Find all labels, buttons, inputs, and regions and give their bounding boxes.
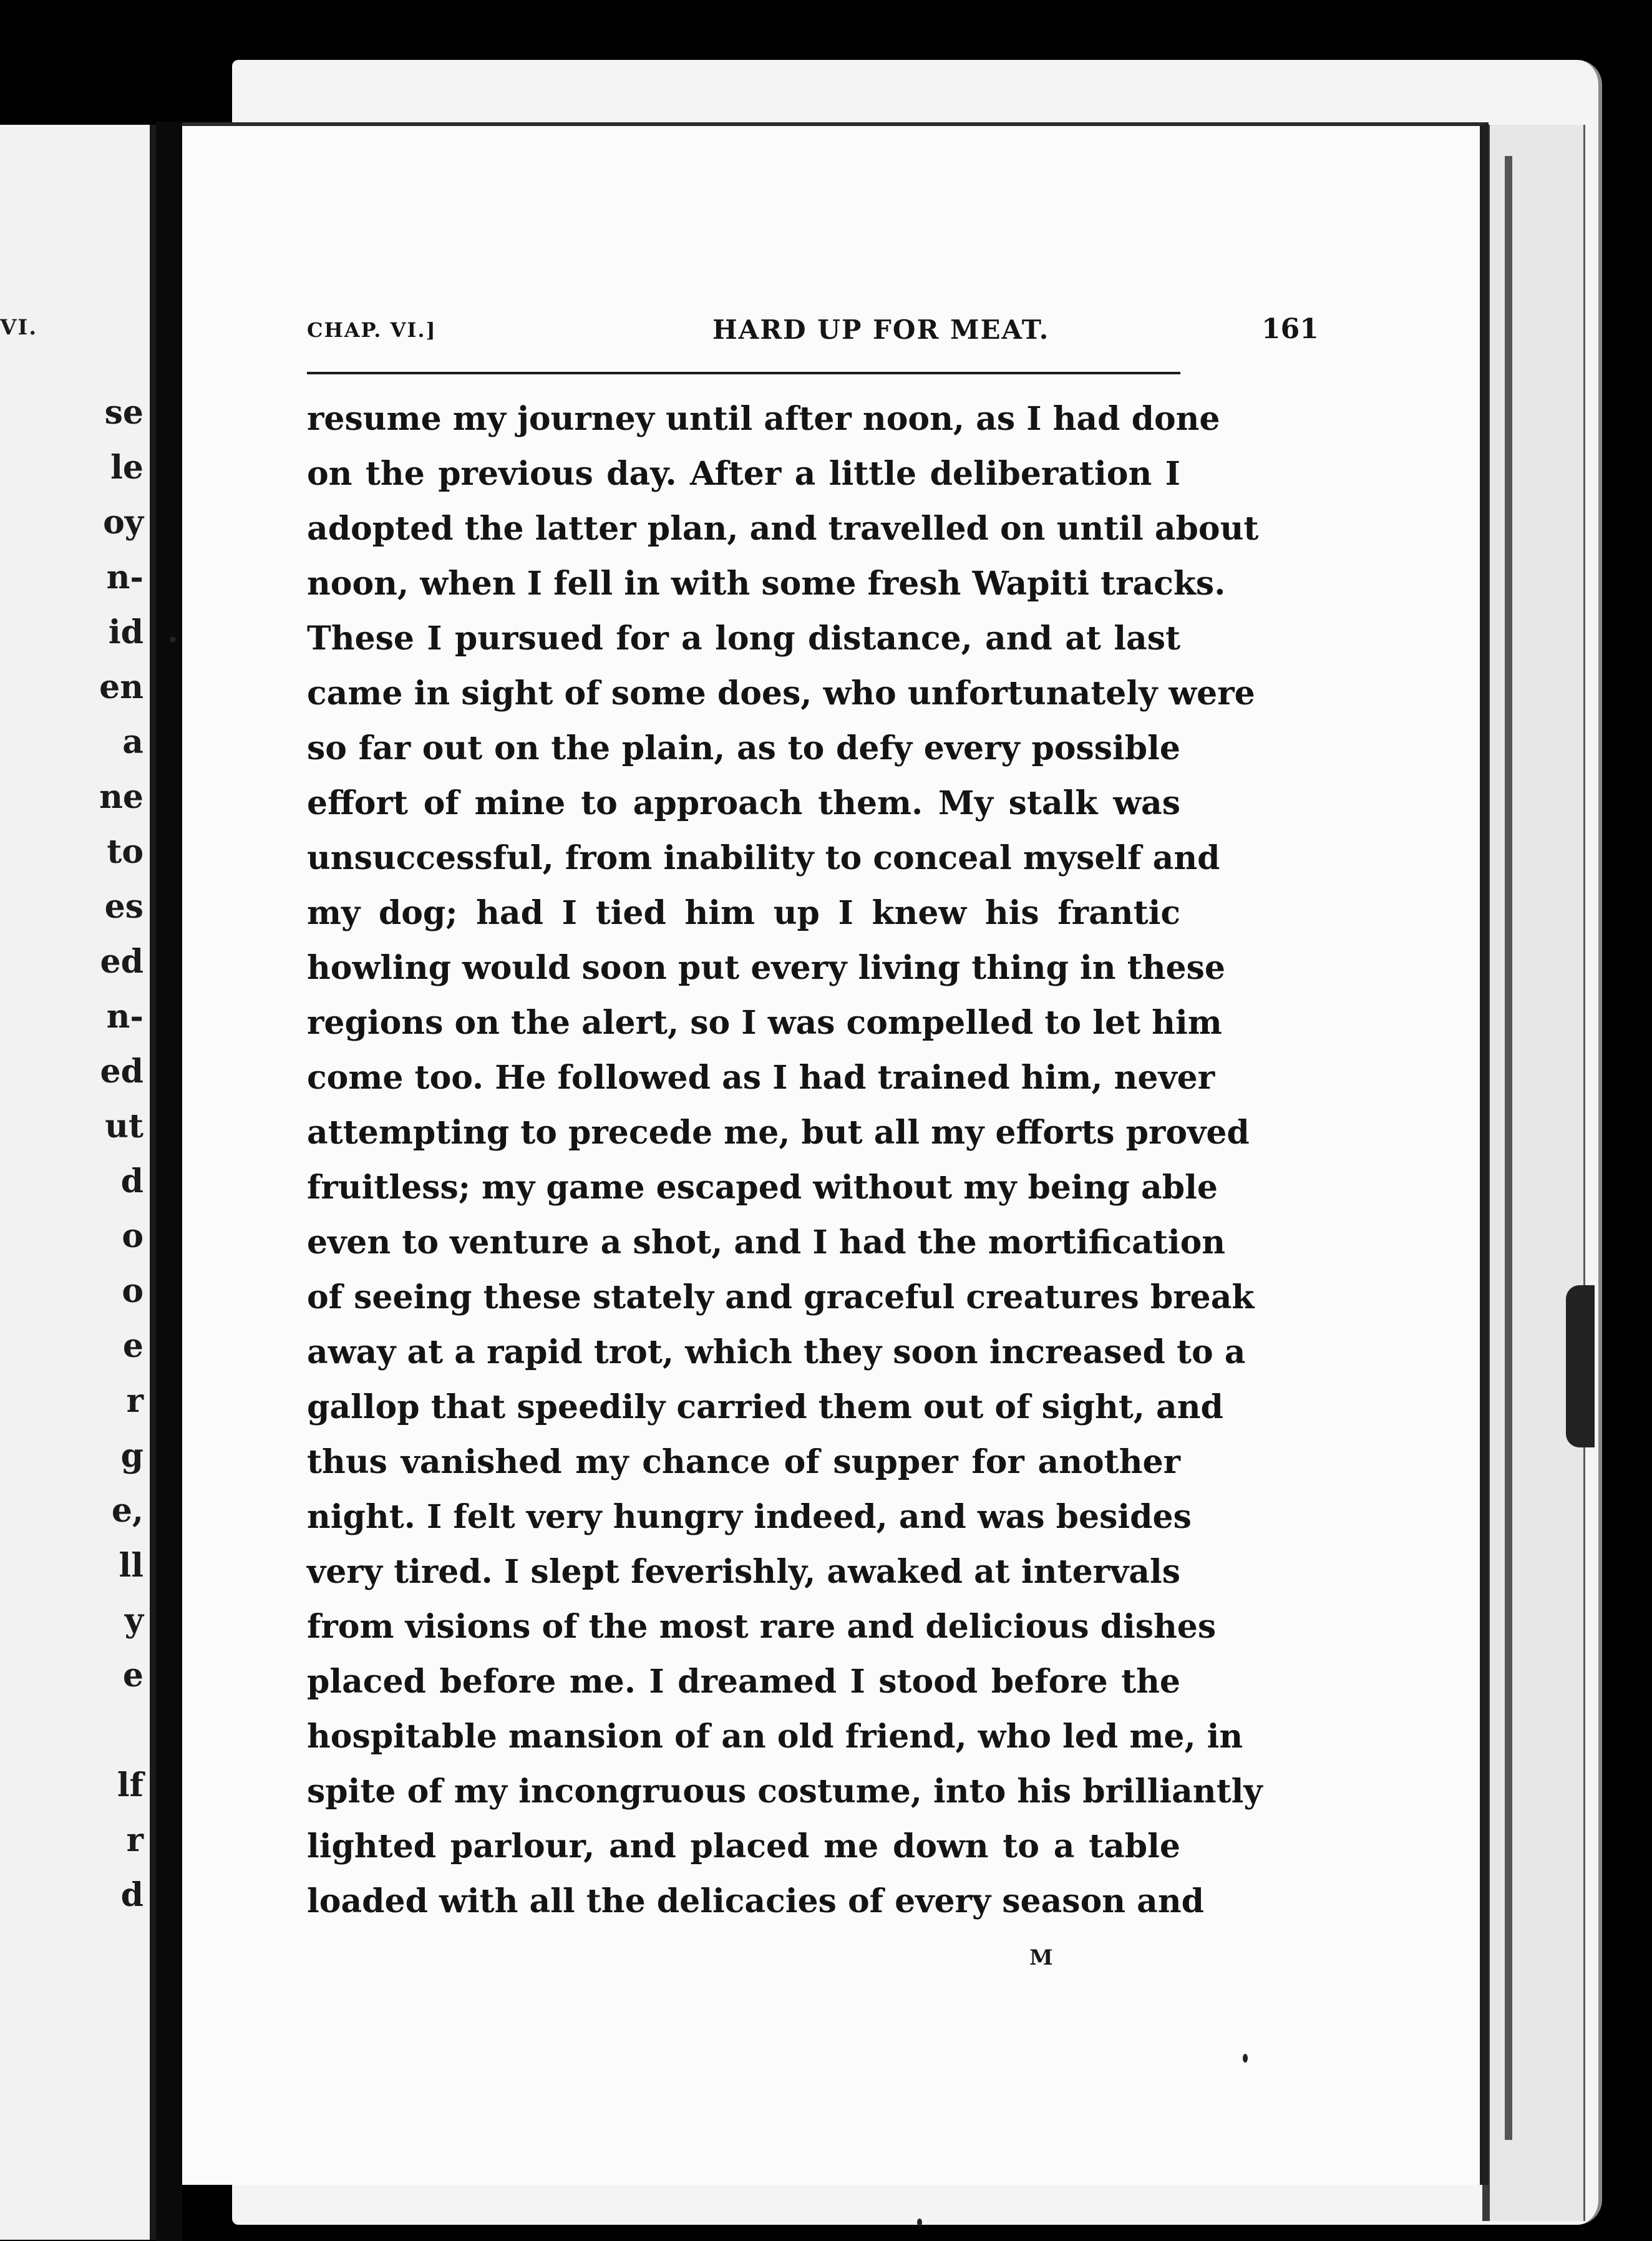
left-line-ending [0, 1703, 150, 1758]
text-line: thus vanished my chance of supper for another [307, 1443, 1180, 1481]
left-line-ending: d [120, 1162, 143, 1200]
left-running-head: VI. [0, 315, 38, 340]
text-line: of seeing these stately and graceful creatures break [307, 1278, 1255, 1316]
left-line-ending: ed [100, 943, 143, 981]
main-page [182, 122, 1489, 2185]
text-line: on the previous day. After a little deliberation I [307, 455, 1180, 493]
text-line: night. I felt very hungry indeed, and was besides [307, 1498, 1192, 1536]
scan-speck [917, 2219, 922, 2226]
left-line-endings [0, 386, 150, 1923]
left-line-ending: ne [99, 778, 143, 816]
text-line: placed before me. I dreamed I stood before the [307, 1663, 1180, 1701]
page-header-title: HARD UP FOR MEAT. [712, 314, 1050, 345]
left-line-ending: d [120, 1876, 143, 1914]
text-line: gallop that speedily carried them out of sight, and [307, 1388, 1223, 1426]
text-line: loaded with all the delicacies of every season and [307, 1882, 1205, 1920]
text-line: very tired. I slept feverishly, awaked at intervals [307, 1553, 1180, 1591]
left-line-ending: y [124, 1602, 143, 1640]
text-line: spite of my incongruous costume, into his brilliantly [307, 1772, 1263, 1811]
left-line-ending: lf [117, 1766, 143, 1804]
text-line: hospitable mansion of an old friend, who led me, in [307, 1718, 1243, 1756]
text-line: attempting to precede me, but all my efforts proved [307, 1114, 1250, 1152]
left-line-ending: g [120, 1437, 143, 1475]
text-line: lighted parlour, and placed me down to a table [307, 1827, 1180, 1865]
left-line-ending: e [122, 1656, 143, 1694]
header-rule [307, 372, 1180, 374]
left-line-ending: le [110, 449, 143, 487]
text-line: These I pursued for a long distance, and at last [307, 620, 1180, 658]
left-line-ending: n- [106, 998, 143, 1036]
text-line: even to venture a shot, and I had the mortification [307, 1223, 1226, 1261]
text-line: regions on the alert, so I was compelled to let him [307, 1004, 1222, 1042]
left-line-ending: n- [106, 558, 143, 596]
left-line-ending: to [107, 833, 143, 871]
text-line: adopted the latter plan, and travelled on until about [307, 510, 1259, 548]
left-line-ending: oy [103, 503, 143, 542]
left-line-ending: ut [105, 1107, 143, 1145]
page-stack-edge [1482, 125, 1585, 2221]
left-line-ending: e, [111, 1492, 143, 1530]
scan-speck [1243, 2054, 1248, 2063]
signature-mark: M [1029, 1945, 1053, 1970]
left-line-ending: se [104, 394, 143, 432]
scan-speck [170, 636, 176, 643]
text-line: unsuccessful, from inability to conceal myself and [307, 839, 1220, 877]
left-line-ending: en [99, 668, 143, 706]
text-line: noon, when I fell in with some fresh Wapiti tracks. [307, 565, 1226, 603]
binding-clip [1566, 1285, 1595, 1447]
text-line: so far out on the plain, as to defy every possible [307, 729, 1180, 767]
left-line-ending: a [122, 723, 143, 761]
left-line-ending: o [122, 1217, 143, 1255]
text-line: effort of mine to approach them. My stalk was [307, 784, 1180, 822]
left-line-ending: o [122, 1272, 143, 1310]
text-line: fruitless; my game escaped without my being able [307, 1169, 1218, 1207]
text-line: came in sight of some does, who unfortunately were [307, 674, 1255, 712]
body-text [307, 392, 1263, 1929]
left-line-ending: r [126, 1821, 143, 1859]
text-line: howling would soon put every living thing in these [307, 949, 1225, 987]
running-head [307, 313, 1368, 351]
page-stack-shadow [1505, 156, 1512, 2140]
chapter-label: CHAP. VI.] [307, 318, 437, 342]
left-line-ending: r [126, 1382, 143, 1420]
left-line-ending: e [122, 1327, 143, 1365]
text-line: away at a rapid trot, which they soon increased to a [307, 1333, 1246, 1371]
text-line: come too. He followed as I had trained him, never [307, 1059, 1215, 1097]
left-line-ending: es [104, 888, 143, 926]
left-line-ending: ed [100, 1052, 143, 1091]
left-facing-page [0, 125, 156, 2240]
text-line: resume my journey until after noon, as I had done [307, 400, 1220, 438]
book-gutter [156, 122, 182, 2241]
text-line: from visions of the most rare and delicious dishes [307, 1608, 1217, 1646]
left-line-ending: id [108, 613, 143, 651]
left-line-ending: ll [119, 1547, 143, 1585]
text-line: my dog; had I tied him up I knew his frantic [307, 894, 1180, 932]
page-number: 161 [1261, 313, 1319, 345]
